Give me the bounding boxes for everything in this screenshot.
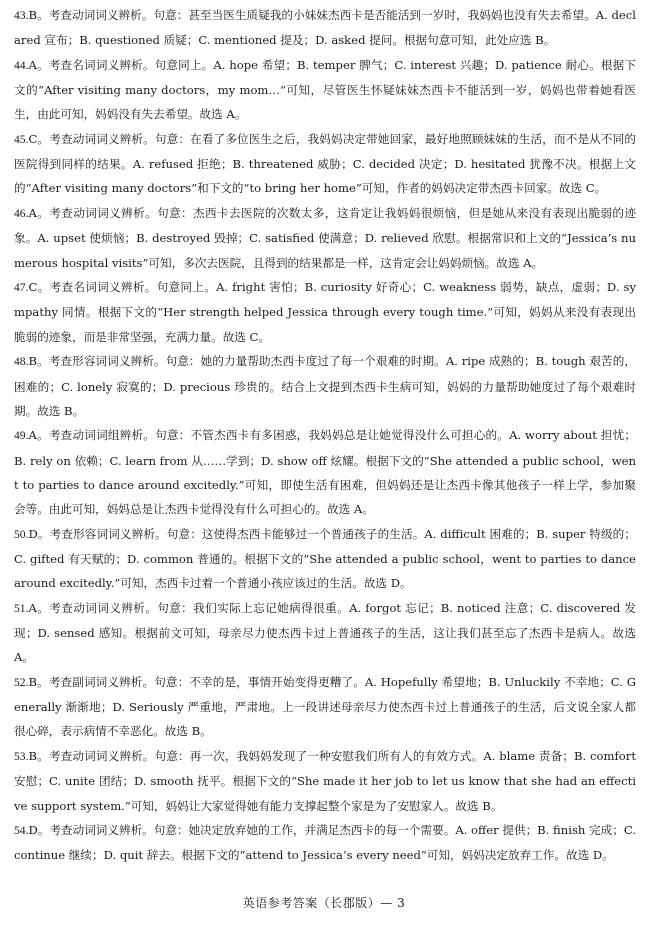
answer-number: 49. [14,429,29,443]
page-footer: 英语参考答案（长郡版）— 3 [242,896,406,910]
answer-explanation: A。考查动词词义辨析。句意：我们实际上忘记她病得很重。A. forgot 忘记；B. noticed 注意；C. discovered 发现；D. sensed 感知。根据前文可知，母亲尽力使杰西卡过上普通孩子的生活，这让我们甚至忘了杰西卡是病人。故选 A。 [14,600,636,665]
answer-entry-49 [14,423,636,521]
answer-number: 54. [14,824,29,838]
answer-entries [14,3,636,868]
answer-entry-52 [14,670,636,744]
answer-number: 44. [14,58,29,72]
answer-explanation: D。考查动词词义辨析。句意：她决定放弃她的工作，并满足杰西卡的每一个需要。A. offer 提供；B. finish 完成；C. continue 继续；D. quit 辞去。根据下文的“attend to Jessica’s every need”可知，妈妈决定放弃工作。故选 D。 [14,823,636,863]
answer-entry-48 [14,349,636,423]
answer-explanation: B。考查动词词义辨析。句意：甚至当医生质疑我的小妹妹杰西卡是否能活到一岁时，我妈妈也没有失去希望。A. declared 宣布；B. questioned 质疑；C. mentioned 提及；D. asked 提问。根据句意可知，此处应选 B。 [14,8,636,48]
answer-explanation: A。考查动词词组辨析。句意：不管杰西卡有多困惑，我妈妈总是让她觉得没什么可担心的。A. worry about 担忧；B. rely on 依赖；C. learn from 从……学到；D. show off 炫耀。根据下文的“She attended a public school，went to parties to dance around excitedly.”可知，即使生活有困难，但妈妈还是让杰西卡像其他孩子一样上学，参加聚会等。由此可知，妈妈总是让杰西卡觉得没有什么可担心的。故选 A。 [14,428,636,517]
answer-explanation: D。考查形容词词义辨析。句意：这使得杰西卡能够过一个普通孩子的生活。A. difficult 困难的；B. super 特级的；C. gifted 有天赋的；D. common 普通的。根据下文的“She attended a public school，went to parties to dance around excitedly.”可知，杰西卡过着一个普通小孩应该过的生活。故选 D。 [14,526,636,591]
answer-number: 53. [14,750,29,764]
answer-number: 50. [14,527,29,541]
answer-entry-54 [14,818,636,867]
answer-entry-53 [14,744,636,818]
answer-entry-46 [14,201,636,275]
answer-explanation: A。考查名词词义辨析。句意同上。A. hope 希望；B. temper 脾气；C. interest 兴趣；D. patience 耐心。根据下文的“After visiting many doctors，my mom…”可知，尽管医生怀疑妹妹杰西卡不能活到一岁，妈妈也带着她看医生，由此可知，妈妈没有失去希望。故选 A。 [14,57,636,122]
answer-entry-51 [14,596,636,670]
answer-explanation: B。考查动词词义辨析。句意：再一次，我妈妈发现了一种安慰我们所有人的有效方式。A. blame 责备；B. comfort 安慰；C. unite 团结；D. smooth 抚平。根据下文的“She made it her job to let us know that she had an effective support system.”可知，妈妈让大家觉得她有能力支撑起整个家是为了安慰家人。故选 B。 [14,749,636,813]
answer-entry-47 [14,275,636,349]
answer-number: 43. [14,9,29,22]
answer-entry-50 [14,522,636,596]
answer-entry-43 [14,3,636,52]
answer-number: 46. [14,207,29,221]
answer-number: 47. [14,281,29,295]
answer-explanation: A。考查动词词义辨析。句意：杰西卡去医院的次数太多，这肯定让我妈妈很烦恼，但是她从来没有表现出脆弱的迹象。A. upset 使烦恼；B. destroyed 毁掉；C. satisfied 使满意；D. relieved 欣慰。根据常识和上文的“Jessica’s numerous hospital visits”可知，多次去医院，且得到的结果都是一样，这肯定会让妈妈烦恼。故选 A。 [14,206,636,270]
answer-explanation: C。考查动词词义辨析。句意：在看了多位医生之后，我妈妈决定带她回家，最好地照顾妹妹的生活，而不是从不同的医院得到同样的结果。A. refused 拒绝；B. threatened 威胁；C. decided 决定；D. hesitated 犹豫不决。根据上文的“After visiting many doctors”和下文的“to bring her home”可知，作者的妈妈决定带杰西卡回家。故选 C。 [14,132,636,196]
answer-explanation: B。考查副词词义辨析。句意：不幸的是，事情开始变得更糟了。A. Hopefully 希望地；B. Unluckily 不幸地；C. Generally 渐渐地；D. Seriously 严重地，严肃地。上一段讲述母亲尽力使杰西卡过上普通孩子的生活，后文说全家人都很心碎，表示病情不幸恶化。故选 B。 [14,674,636,739]
answer-explanation: B。考查形容词词义辨析。句意：她的力量帮助杰西卡度过了每一个艰难的时期。A. ripe 成熟的；B. tough 艰苦的，困难的；C. lonely 寂寞的；D. precious 珍贵的。结合上文提到杰西卡生病可知，妈妈的力量帮助她度过了每个艰难时期。故选 B。 [14,354,636,418]
answer-entry-45 [14,127,636,201]
answer-entry-44 [14,53,636,127]
answer-explanation: C。考查名词词义辨析。句意同上。A. fright 害怕；B. curiosity 好奇心；C. weakness 弱势，缺点，虚弱；D. sympathy 同情。根据下文的“Her strength helped Jessica through every tough time.”可知，妈妈从来没有表现出脆弱的迹象，而是非常坚强，充满力量。故选 C。 [14,280,636,344]
answer-number: 52. [14,675,29,689]
answer-number: 48. [14,355,29,369]
answer-number: 45. [14,133,29,147]
answer-number: 51. [14,601,29,615]
